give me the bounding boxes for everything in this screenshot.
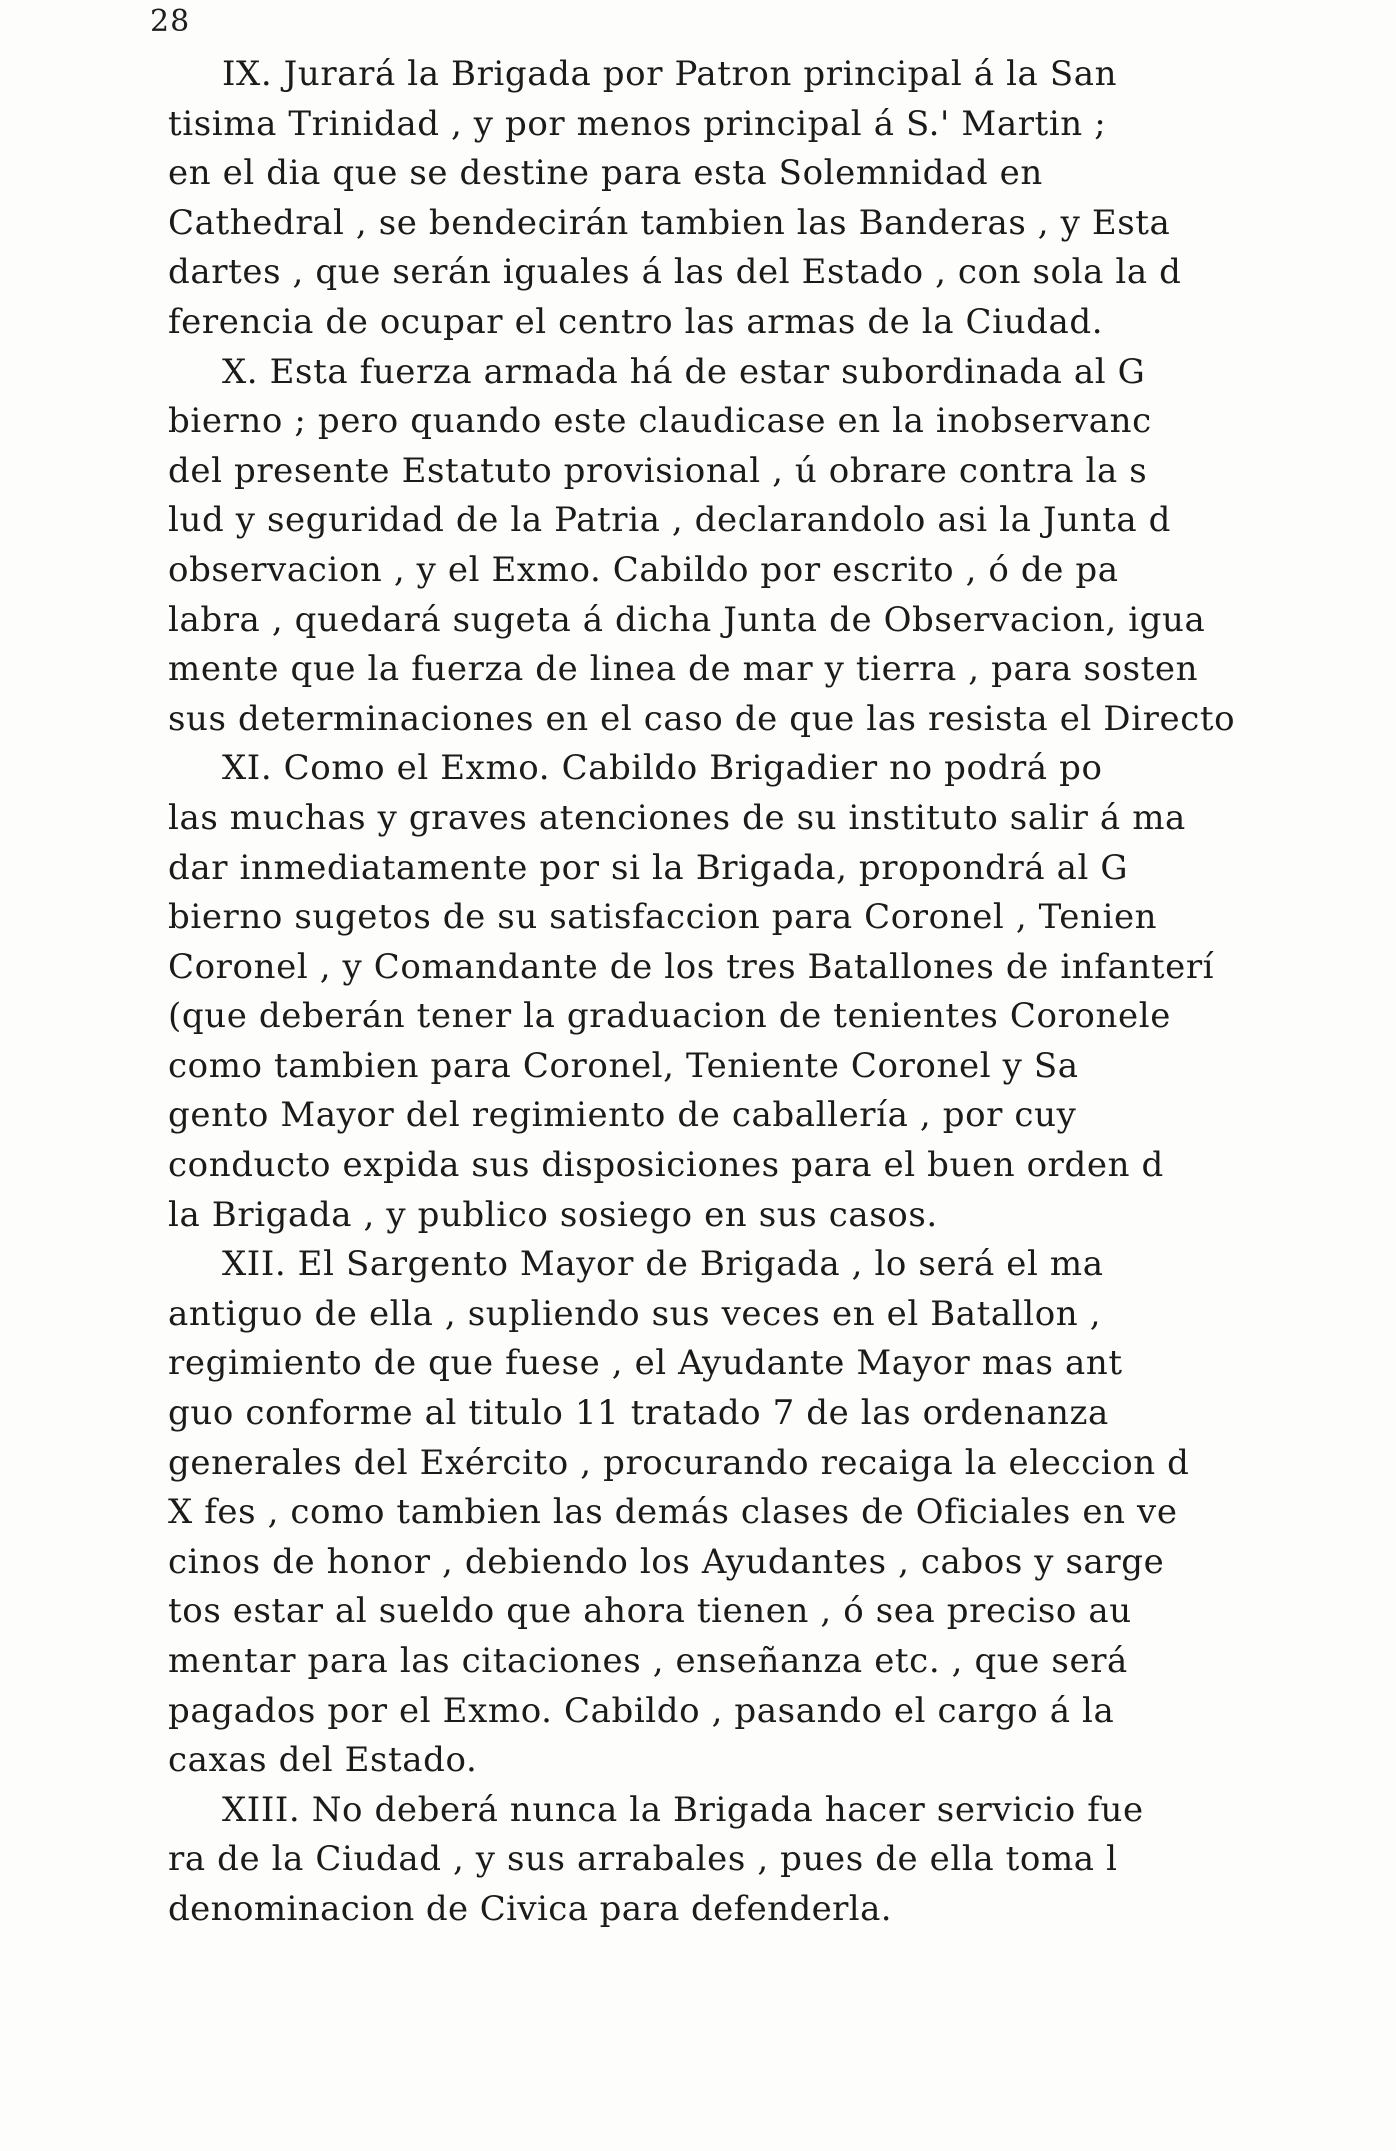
text-line: cinos de honor , debiendo los Ayudantes , cabos y sarge: [168, 1541, 1165, 1582]
article-xiii-heading-line: XIII. No deberá nunca la Brigada hacer servicio fue: [222, 1789, 1144, 1830]
document-body: [168, 50, 1396, 1935]
text-line: (que deberán tener la graduacion de tenientes Coronele: [168, 996, 1171, 1037]
text-line: regimiento de que fuese , el Ayudante Mayor mas ant: [168, 1343, 1123, 1384]
text-line: observacion , y el Exmo. Cabildo por escrito , ó de pa: [168, 549, 1119, 590]
text-line: del presente Estatuto provisional , ú obrare contra la s: [168, 450, 1148, 491]
text-line: generales del Exército , procurando recaiga la eleccion d: [168, 1442, 1190, 1483]
text-line: ferencia de ocupar el centro las armas de la Ciudad.: [168, 301, 1104, 342]
article-xi-heading-line: XI. Como el Exmo. Cabildo Brigadier no podrá po: [222, 748, 1103, 789]
text-line: la Brigada , y publico sosiego en sus casos.: [168, 1194, 938, 1235]
article-xii-heading-line: XII. El Sargento Mayor de Brigada , lo será el ma: [222, 1244, 1104, 1285]
text-line: gento Mayor del regimiento de caballería , por cuy: [168, 1095, 1077, 1136]
text-line: como tambien para Coronel, Teniente Coronel y Sa: [168, 1045, 1079, 1086]
text-line: Coronel , y Comandante de los tres Batallones de infanterí: [168, 946, 1215, 987]
article-ix-heading-line: IX. Jurará la Brigada por Patron principal á la San: [222, 54, 1118, 94]
text-line: dartes , que serán iguales á las del Estado , con sola la d: [168, 252, 1182, 293]
text-line: en el dia que se destine para esta Solemnidad en: [168, 153, 1043, 194]
article-x-heading-line: X. Esta fuerza armada há de estar subordinada al G: [222, 351, 1146, 392]
text-line: labra , quedará sugeta á dicha Junta de Observacion, igua: [168, 599, 1206, 640]
text-line: dar inmediatamente por si la Brigada, propondrá al G: [168, 847, 1129, 888]
text-line: antiguo de ella , supliendo sus veces en el Batallon ,: [168, 1293, 1102, 1334]
text-line: tisima Trinidad , y por menos principal á S.' Martin ;: [168, 103, 1107, 144]
text-line: tos estar al sueldo que ahora tienen , ó sea preciso au: [168, 1591, 1132, 1632]
text-line: bierno sugetos de su satisfaccion para Coronel , Tenien: [168, 897, 1158, 938]
text-line: pagados por el Exmo. Cabildo , pasando el cargo á la: [168, 1690, 1115, 1731]
text-line: conducto expida sus disposiciones para el buen orden d: [168, 1145, 1164, 1186]
text-line: Cathedral , se bendecirán tambien las Banderas , y Esta: [168, 202, 1171, 243]
text-line: denominacion de Civica para defenderla.: [168, 1888, 892, 1929]
text-line: ra de la Ciudad , y sus arrabales , pues de ella toma l: [168, 1839, 1118, 1880]
text-line: mentar para las citaciones , enseñanza etc. , que será: [168, 1641, 1128, 1681]
text-line: bierno ; pero quando este claudicase en la inobservanc: [168, 401, 1152, 442]
page-number: 28: [150, 4, 191, 39]
text-line: sus determinaciones en el caso de que las resista el Directo: [168, 698, 1236, 739]
text-line: las muchas y graves atenciones de su instituto salir á ma: [168, 797, 1186, 838]
text-line: mente que la fuerza de linea de mar y tierra , para sosten: [168, 649, 1199, 690]
text-line: lud y seguridad de la Patria , declarandolo asi la Junta d: [168, 500, 1172, 541]
text-line: X fes , como tambien las demás clases de Oficiales en ve: [168, 1492, 1178, 1533]
text-line: caxas del Estado.: [168, 1740, 478, 1781]
text-line: guo conforme al titulo 11 tratado 7 de las ordenanza: [168, 1393, 1109, 1434]
